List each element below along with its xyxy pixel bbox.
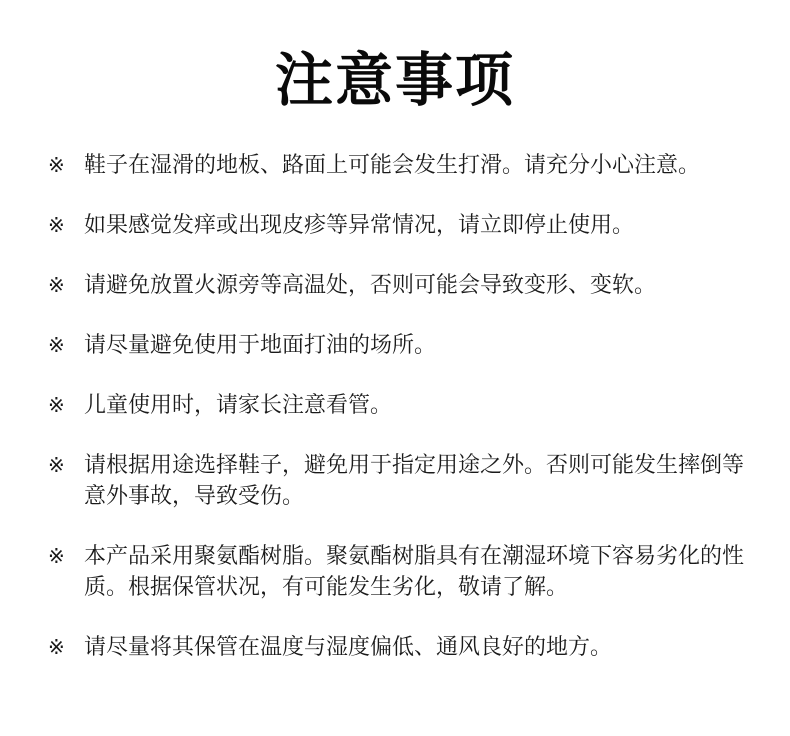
notice-text: 请尽量将其保管在温度与湿度偏低、通风良好的地方。 [84,635,613,660]
notice-text: 本产品采用聚氨酯树脂。聚氨酯树脂具有在潮湿环境下容易劣化的性质。根据保管状况，有可能发生劣化，敬请了解。 [84,544,745,600]
reference-mark-icon: ※ [48,544,65,568]
notice-text: 儿童使用时，请家长注意看管。 [84,393,393,418]
reference-mark-icon: ※ [48,273,65,297]
notice-item [48,330,748,361]
notice-item [48,270,748,301]
reference-mark-icon: ※ [48,453,65,477]
notice-item [48,150,748,181]
notice-item [48,210,748,241]
notice-item [48,541,748,603]
notice-item [48,450,748,512]
notice-text: 请尽量避免使用于地面打油的场所。 [84,333,437,358]
notice-text: 如果感觉发痒或出现皮疹等异常情况，请立即停止使用。 [84,213,635,238]
notice-list [48,150,748,692]
reference-mark-icon: ※ [48,213,65,237]
notice-item [48,390,748,421]
reference-mark-icon: ※ [48,393,65,417]
notice-item [48,632,748,663]
notice-text: 请避免放置火源旁等高温处，否则可能会导致变形、变软。 [84,273,657,298]
notice-text: 请根据用途选择鞋子，避免用于指定用途之外。否则可能发生摔倒等意外事故，导致受伤。 [84,453,745,509]
page-title: 注意事项 [274,46,515,114]
notice-text: 鞋子在湿滑的地板、路面上可能会发生打滑。请充分小心注意。 [84,153,701,178]
reference-mark-icon: ※ [48,153,65,177]
reference-mark-icon: ※ [48,333,65,357]
reference-mark-icon: ※ [48,635,65,659]
